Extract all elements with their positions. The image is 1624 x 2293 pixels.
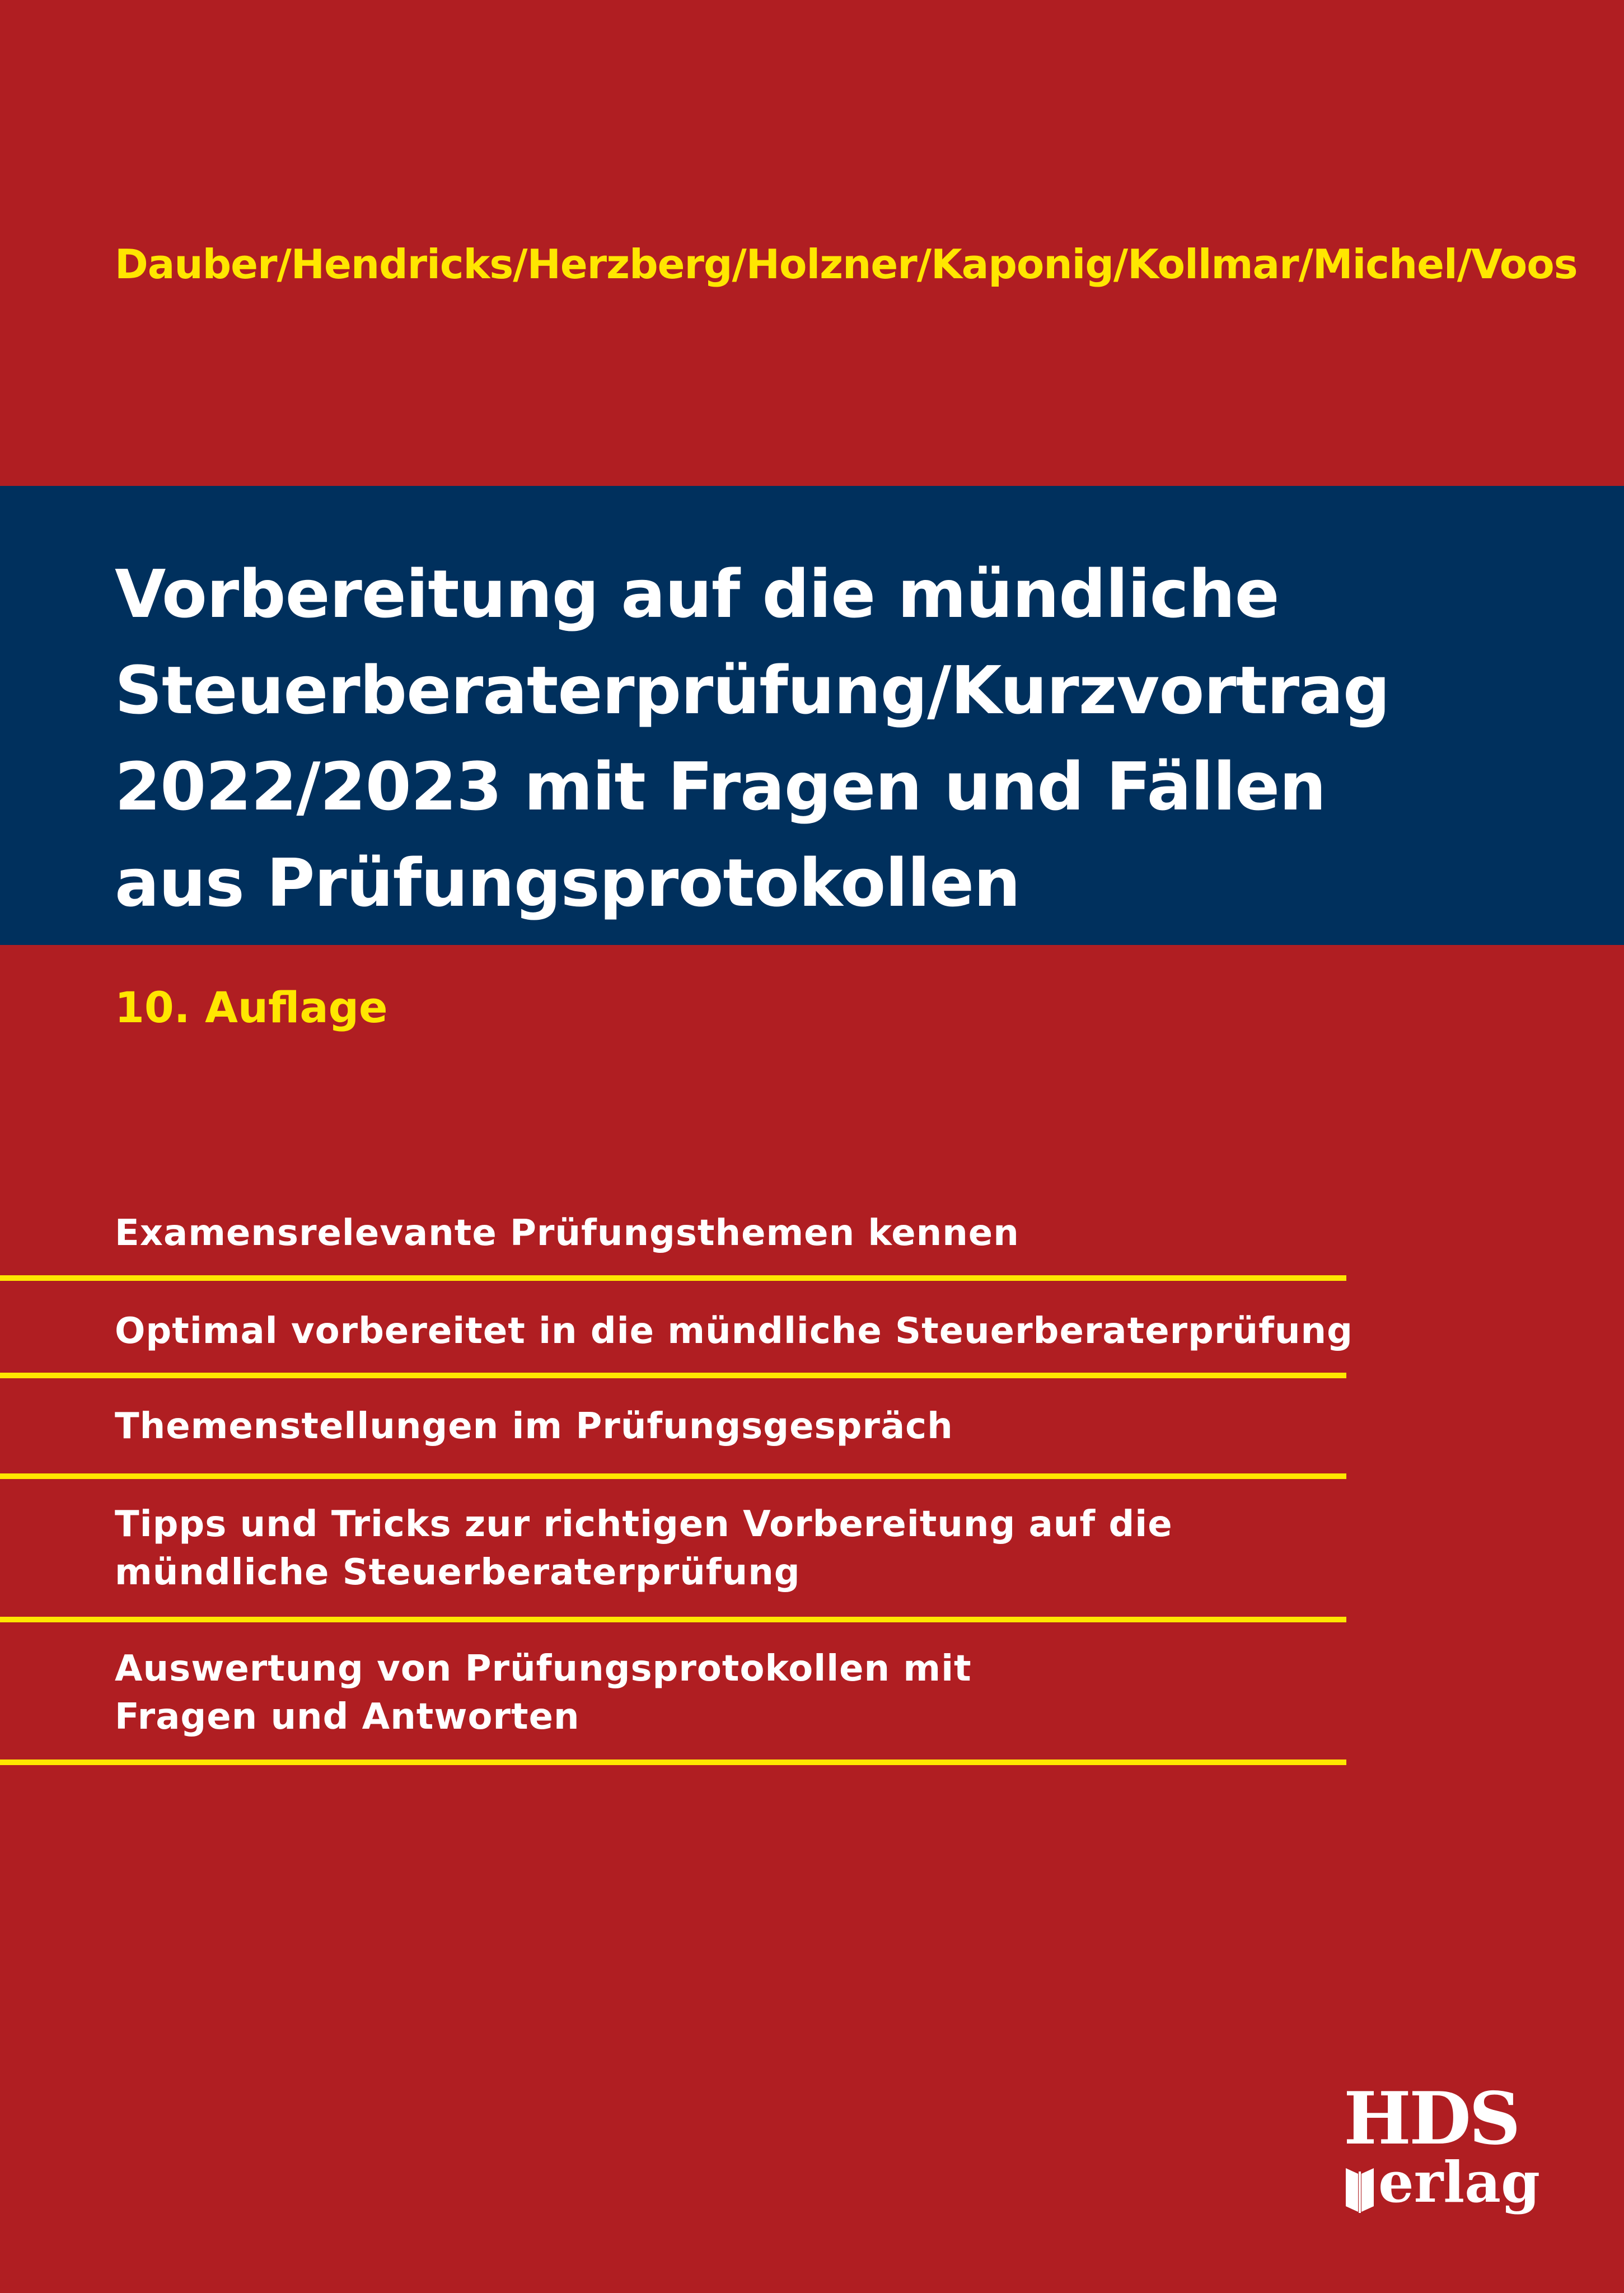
feature-divider bbox=[0, 1617, 1346, 1622]
feature-item bbox=[0, 1500, 1173, 1597]
title-line: 2022/2023 mit Fragen und Fällen bbox=[115, 748, 1326, 825]
logo-verlag-text: erlag bbox=[1378, 2149, 1541, 2215]
feature-divider bbox=[0, 1373, 1346, 1378]
feature-item bbox=[0, 1307, 1353, 1355]
book-title bbox=[115, 546, 1570, 931]
feature-item bbox=[0, 1209, 1019, 1257]
feature-divider bbox=[0, 1275, 1346, 1281]
feature-text: Examensrelevante Prüfungsthemen kennen bbox=[115, 1213, 1019, 1254]
title-line: aus Prüfungsprotokollen bbox=[115, 844, 1021, 921]
publisher-logo bbox=[1344, 2077, 1541, 2217]
feature-divider bbox=[0, 1473, 1346, 1479]
edition-label: 10. Auflage bbox=[115, 982, 388, 1032]
author-list: Dauber/Hendricks/Herzberg/Holzner/Kaponig/Kollmar/Michel/Voos bbox=[115, 241, 1578, 288]
book-icon bbox=[1344, 2161, 1376, 2228]
title-line: Vorbereitung auf die mündliche bbox=[115, 555, 1279, 633]
feature-text: Auswertung von Prüfungsprotokollen mit bbox=[115, 1648, 972, 1690]
feature-item bbox=[0, 1645, 972, 1741]
feature-text: Optimal vorbereitet in die mündliche Steuerberaterprüfung bbox=[115, 1311, 1353, 1352]
feature-divider bbox=[0, 1759, 1346, 1765]
feature-text: mündliche Steuerberaterprüfung bbox=[115, 1552, 801, 1593]
feature-text: Themenstellungen im Prüfungsgespräch bbox=[115, 1406, 953, 1447]
feature-text: Fragen und Antworten bbox=[115, 1696, 580, 1738]
logo-hds: HDS bbox=[1344, 2077, 1519, 2161]
title-line: Steuerberaterprüfung/Kurzvortrag bbox=[115, 652, 1390, 729]
logo-verlag bbox=[1344, 2149, 1540, 2216]
feature-item bbox=[0, 1402, 953, 1450]
feature-text: Tipps und Tricks zur richtigen Vorbereitung auf die bbox=[115, 1504, 1173, 1545]
